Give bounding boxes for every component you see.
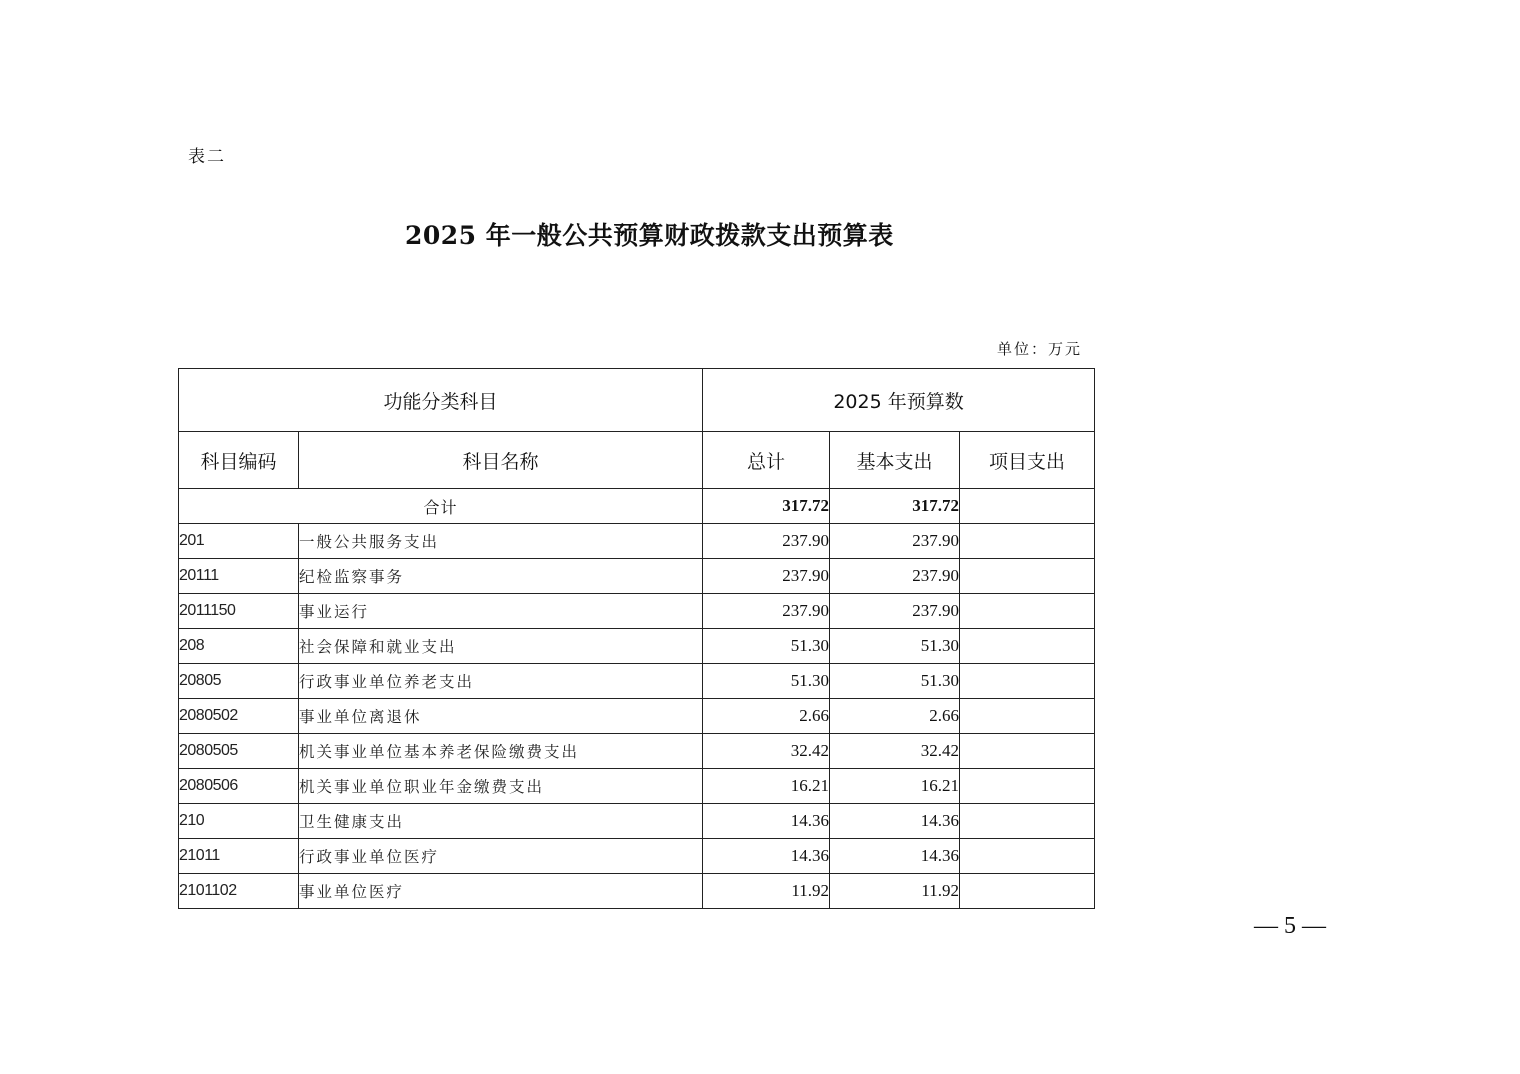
- header-project: 项目支出: [960, 432, 1095, 489]
- row-project: [960, 594, 1095, 629]
- row-name: 纪检监察事务: [299, 559, 703, 594]
- table-row: [179, 594, 1095, 629]
- header-code: 科目编码: [179, 432, 299, 489]
- row-code: 2101102: [179, 874, 299, 909]
- row-basic: 16.21: [830, 769, 960, 804]
- row-code: 210: [179, 804, 299, 839]
- row-total: 2.66: [703, 699, 830, 734]
- table-row: [179, 524, 1095, 559]
- row-total: 11.92: [703, 874, 830, 909]
- row-total: 16.21: [703, 769, 830, 804]
- row-project: [960, 804, 1095, 839]
- table-row: [179, 629, 1095, 664]
- row-total: 51.30: [703, 629, 830, 664]
- table-row: [179, 839, 1095, 874]
- page-number: — 5 —: [1254, 913, 1326, 939]
- header-basic: 基本支出: [830, 432, 960, 489]
- row-basic: 14.36: [830, 804, 960, 839]
- header-name: 科目名称: [299, 432, 703, 489]
- row-code: 20805: [179, 664, 299, 699]
- row-basic: 11.92: [830, 874, 960, 909]
- row-name: 事业单位离退休: [299, 699, 703, 734]
- row-project: [960, 839, 1095, 874]
- header-row-group: [179, 369, 1095, 432]
- total-basic: 317.72: [830, 489, 960, 524]
- unit-label: 单位：万元: [996, 340, 1082, 358]
- table-row: [179, 874, 1095, 909]
- row-name: 卫生健康支出: [299, 804, 703, 839]
- document-title: 2025 年一般公共预算财政拨款支出预算表: [405, 221, 894, 250]
- row-basic: 14.36: [830, 839, 960, 874]
- table-row: [179, 699, 1095, 734]
- row-project: [960, 524, 1095, 559]
- row-name: 机关事业单位职业年金缴费支出: [299, 769, 703, 804]
- table-row: [179, 804, 1095, 839]
- row-name: 行政事业单位养老支出: [299, 664, 703, 699]
- table-row: [179, 769, 1095, 804]
- row-code: 2080505: [179, 734, 299, 769]
- row-code: 2011150: [179, 594, 299, 629]
- total-total: 317.72: [703, 489, 830, 524]
- row-basic: 2.66: [830, 699, 960, 734]
- row-code: 20111: [179, 559, 299, 594]
- header-row-columns: [179, 432, 1095, 489]
- row-name: 一般公共服务支出: [299, 524, 703, 559]
- row-project: [960, 699, 1095, 734]
- total-row: [179, 489, 1095, 524]
- table-row: [179, 734, 1095, 769]
- total-project: [960, 489, 1095, 524]
- row-total: 237.90: [703, 524, 830, 559]
- row-total: 237.90: [703, 594, 830, 629]
- row-total: 14.36: [703, 804, 830, 839]
- row-project: [960, 769, 1095, 804]
- row-name: 事业单位医疗: [299, 874, 703, 909]
- table-row: [179, 559, 1095, 594]
- row-code: 2080506: [179, 769, 299, 804]
- row-total: 51.30: [703, 664, 830, 699]
- budget-table: [178, 368, 1095, 909]
- row-code: 21011: [179, 839, 299, 874]
- row-project: [960, 664, 1095, 699]
- table-label: 表二: [188, 147, 226, 167]
- row-code: 2080502: [179, 699, 299, 734]
- row-code: 208: [179, 629, 299, 664]
- row-basic: 237.90: [830, 559, 960, 594]
- row-name: 事业运行: [299, 594, 703, 629]
- row-total: 14.36: [703, 839, 830, 874]
- row-project: [960, 629, 1095, 664]
- row-total: 32.42: [703, 734, 830, 769]
- header-function-classification: 功能分类科目: [179, 369, 703, 432]
- row-code: 201: [179, 524, 299, 559]
- row-name: 机关事业单位基本养老保险缴费支出: [299, 734, 703, 769]
- row-basic: 51.30: [830, 664, 960, 699]
- row-total: 237.90: [703, 559, 830, 594]
- row-basic: 51.30: [830, 629, 960, 664]
- row-basic: 237.90: [830, 524, 960, 559]
- row-name: 社会保障和就业支出: [299, 629, 703, 664]
- row-name: 行政事业单位医疗: [299, 839, 703, 874]
- row-basic: 237.90: [830, 594, 960, 629]
- header-total: 总计: [703, 432, 830, 489]
- row-basic: 32.42: [830, 734, 960, 769]
- header-budget-2025: 2025 年预算数: [703, 369, 1095, 432]
- row-project: [960, 559, 1095, 594]
- total-label: 合计: [179, 489, 703, 524]
- row-project: [960, 734, 1095, 769]
- row-project: [960, 874, 1095, 909]
- table-row: [179, 664, 1095, 699]
